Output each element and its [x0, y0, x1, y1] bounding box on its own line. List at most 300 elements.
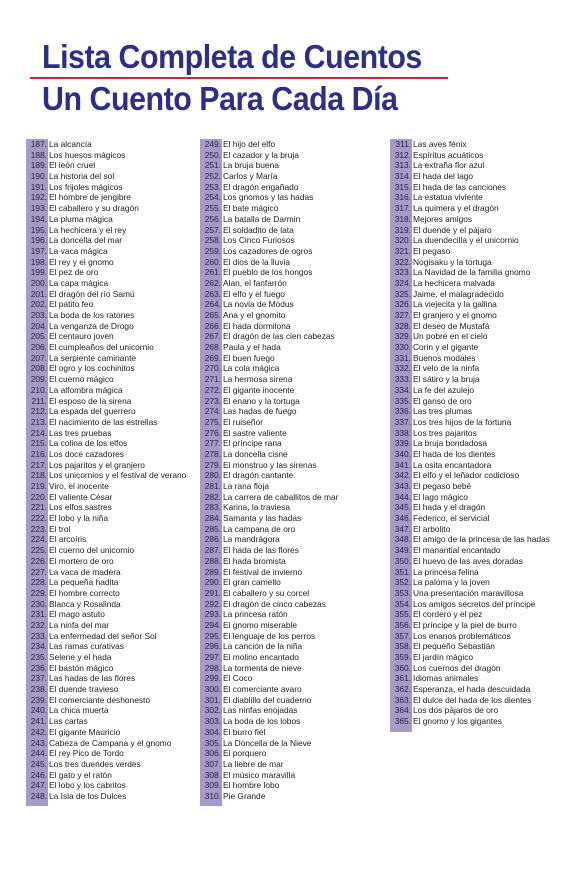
story-title: El mortero de oro [49, 555, 114, 566]
story-number: 330. [394, 342, 411, 353]
story-item [200, 246, 338, 257]
story-number: 243. [30, 737, 47, 748]
story-item [200, 374, 338, 385]
story-number: 273. [204, 395, 221, 406]
story-title: El lenguaje de los perros [223, 630, 316, 641]
story-item [26, 759, 186, 770]
story-title: La vaca mágica [49, 245, 108, 256]
story-number: 359. [394, 652, 411, 662]
story-title: Paula y el hada [223, 342, 281, 353]
story-number: 271. [204, 374, 221, 385]
story-title: La boda de los lobos [223, 716, 301, 727]
story-title: El pueblo de los hongos [223, 267, 313, 278]
story-title: La extraña flor azul [413, 160, 485, 171]
story-number: 332. [394, 363, 411, 374]
story-title: La alfombra mágica [49, 384, 123, 395]
story-number: 313. [394, 160, 411, 171]
story-item [200, 342, 338, 353]
story-number: 239. [30, 694, 47, 705]
story-number: 241. [30, 716, 47, 727]
story-item [26, 534, 186, 545]
story-number: 237. [30, 673, 47, 684]
story-item [26, 363, 186, 374]
story-number: 312. [394, 149, 411, 160]
story-item [200, 759, 338, 770]
story-title: El gnomo y los gigantes [413, 716, 502, 727]
story-number: 291. [204, 587, 221, 598]
story-title: Los tres pajaritos [413, 427, 477, 438]
story-number: 231. [30, 609, 47, 620]
story-number: 314. [394, 171, 411, 182]
story-item [200, 534, 338, 545]
story-title: Los Cinco Furiosos [223, 235, 295, 246]
story-number: 215. [30, 438, 47, 449]
story-title: El cumpleaños del unicornio [49, 342, 154, 353]
story-number: 267. [204, 331, 221, 342]
story-title: Las hadas de las flores [49, 673, 136, 684]
story-number: 305. [204, 737, 221, 748]
story-number: 230. [30, 598, 47, 609]
story-title: La paloma y la joven [413, 577, 490, 588]
story-number: 294. [204, 619, 221, 630]
story-number: 254. [204, 192, 221, 203]
story-item [390, 470, 550, 481]
story-title: El ruiseñor [223, 416, 264, 427]
story-title: La pluma mágica [49, 213, 113, 224]
story-item [390, 481, 550, 492]
story-item [200, 203, 338, 214]
story-number: 201. [30, 288, 47, 299]
story-item [200, 171, 338, 182]
story-item [200, 588, 338, 599]
story-title: La capa mágica [49, 277, 109, 288]
story-number: 292. [204, 598, 221, 609]
story-item [390, 310, 550, 321]
story-item [390, 545, 550, 556]
story-item [390, 374, 550, 385]
story-item [200, 192, 338, 203]
story-item [200, 524, 338, 535]
story-number: 244. [30, 748, 47, 759]
story-number: 251. [204, 160, 221, 171]
story-number: 269. [204, 352, 221, 363]
story-number: 355. [394, 609, 411, 620]
story-title: La rana floja [223, 481, 270, 491]
story-title: Las ramas curativas [49, 641, 124, 652]
story-number: 285. [204, 523, 221, 534]
story-column-2 [200, 139, 338, 802]
story-title: La campana de oro [223, 523, 296, 534]
story-item [26, 502, 186, 513]
story-title: Blanca y Rosalinda [49, 598, 121, 609]
story-item [26, 738, 186, 749]
story-title: El príncipe rana [223, 438, 282, 449]
story-item [390, 534, 550, 545]
story-title: El hombre correcto [49, 587, 120, 598]
story-title: La Navidad de la familia gnomo [413, 267, 531, 278]
story-number: 360. [394, 662, 411, 673]
story-item [200, 577, 338, 588]
story-title: Los cuernos del dragón [413, 662, 501, 673]
story-number: 236. [30, 662, 47, 673]
story-title: El buen fuego [223, 352, 275, 363]
story-item [200, 599, 338, 610]
story-title: Los enanos problemáticos [413, 630, 511, 641]
story-item [200, 738, 338, 749]
story-item [390, 641, 550, 652]
story-title: Selene y el hada [49, 652, 112, 662]
story-title: La carrera de caballitos de mar [223, 491, 339, 502]
story-number: 318. [394, 213, 411, 224]
story-number: 327. [394, 310, 411, 320]
story-title: La quimera y el dragón [413, 203, 499, 214]
story-item [26, 652, 186, 663]
story-item [390, 396, 550, 407]
story-number: 290. [204, 577, 221, 588]
story-number: 288. [204, 555, 221, 566]
story-title: El granjero y el gnomo [413, 310, 497, 320]
story-item [200, 235, 338, 246]
story-number: 339. [394, 438, 411, 449]
story-item [390, 716, 550, 727]
story-number: 358. [394, 641, 411, 652]
story-number: 250. [204, 149, 221, 160]
story-item [390, 695, 550, 706]
story-item [390, 492, 550, 503]
story-item [390, 684, 550, 695]
story-number: 198. [30, 256, 47, 267]
story-title: El pegaso bebé [413, 481, 472, 491]
story-item [26, 428, 186, 439]
story-title: La vaca de madera [49, 566, 121, 577]
story-number: 218. [30, 470, 47, 481]
story-number: 315. [394, 181, 411, 192]
story-item [200, 545, 338, 556]
story-number: 345. [394, 502, 411, 513]
story-number: 277. [204, 438, 221, 449]
story-item [390, 299, 550, 310]
story-number: 296. [204, 641, 221, 652]
story-number: 234. [30, 641, 47, 652]
story-item [200, 705, 338, 716]
story-number: 249. [204, 139, 221, 149]
story-title: La bruja bondadosa [413, 438, 488, 449]
story-number: 308. [204, 769, 221, 780]
story-item [26, 556, 186, 567]
story-item [390, 246, 550, 257]
story-item [390, 235, 550, 246]
story-item [200, 182, 338, 193]
story-item [26, 246, 186, 257]
story-item [26, 438, 186, 449]
story-item [390, 577, 550, 588]
story-title: El huevo de las aves doradas [413, 555, 523, 566]
story-number: 281. [204, 481, 221, 491]
story-title: El elfo y el fuego [223, 288, 285, 299]
story-title: Los tres duendes verdes [49, 758, 141, 769]
story-number: 350. [394, 555, 411, 566]
story-title: La canción de la niña [223, 641, 303, 652]
story-title: El monstruo y las sirenas [223, 459, 317, 470]
story-item [200, 492, 338, 503]
story-item [200, 460, 338, 471]
story-item [200, 727, 338, 738]
story-title: Los gnomos y las hadas [223, 192, 314, 203]
story-number: 326. [394, 299, 411, 310]
story-item [26, 780, 186, 791]
story-item [390, 406, 550, 417]
story-number: 349. [394, 545, 411, 556]
story-title: El caballero y su dragón [49, 203, 139, 214]
story-item [26, 770, 186, 781]
story-number: 357. [394, 630, 411, 641]
story-item [200, 770, 338, 781]
story-number: 317. [394, 203, 411, 214]
story-title: La Doncella de la Nieve [223, 737, 312, 748]
story-title: El manantial encantado [413, 545, 501, 556]
story-number: 348. [394, 534, 411, 545]
title-line-2: Un Cuento Para Cada Día [42, 80, 398, 117]
story-title: El dragón de cinco cabezas [223, 598, 326, 609]
story-number: 306. [204, 748, 221, 759]
story-item [26, 374, 186, 385]
story-item [200, 695, 338, 706]
story-item [200, 417, 338, 428]
story-item [26, 139, 186, 150]
story-title: La historia del sol [49, 171, 115, 182]
story-item [26, 631, 186, 642]
story-number: 192. [30, 192, 47, 203]
story-title: Las tres plumas [413, 406, 473, 417]
story-item [390, 502, 550, 513]
story-item [26, 310, 186, 321]
story-title: El porquero [223, 748, 267, 759]
story-title: El burro fiel [223, 726, 266, 737]
story-item [26, 289, 186, 300]
story-item [26, 481, 186, 492]
story-number: 252. [204, 171, 221, 182]
story-title: El pez de oro [49, 267, 99, 278]
story-title: El lobo y la niña [49, 513, 109, 524]
story-item [390, 225, 550, 236]
story-item [26, 171, 186, 182]
story-number: 187. [30, 139, 47, 149]
story-item [200, 310, 338, 321]
story-number: 242. [30, 726, 47, 737]
story-item [390, 150, 550, 161]
story-number: 211. [31, 395, 47, 406]
story-title: El comerciante avaro [223, 684, 302, 695]
story-item [390, 449, 550, 460]
story-number: 219. [30, 481, 47, 491]
story-title: La duendecilla y el unicornio [413, 235, 519, 246]
story-number: 320. [394, 235, 411, 246]
story-item [390, 567, 550, 578]
story-number: 264. [204, 299, 221, 310]
story-number: 328. [394, 320, 411, 331]
story-number: 203. [30, 310, 47, 320]
story-title: El cuerno del unicornio [49, 545, 135, 556]
story-item [200, 716, 338, 727]
story-item [200, 513, 338, 524]
story-title: El esposo de la sirena [49, 395, 132, 406]
story-item [200, 438, 338, 449]
story-title: El hada bromista [223, 555, 286, 566]
story-item [26, 278, 186, 289]
story-title: La doncella del mar [49, 235, 123, 246]
story-title: Un pobre en el cielo [413, 331, 488, 342]
story-number: 257. [204, 224, 221, 235]
story-number: 256. [204, 213, 221, 224]
story-number: 212. [30, 406, 47, 417]
story-number: 309. [204, 780, 221, 791]
story-number: 276. [204, 427, 221, 438]
story-title: El gigante inocente [223, 384, 295, 395]
story-number: 275. [204, 416, 221, 427]
story-item [200, 267, 338, 278]
story-item [26, 588, 186, 599]
story-number: 240. [30, 705, 47, 716]
story-title: La hechicera y el rey [49, 224, 127, 235]
story-number: 226. [30, 555, 47, 566]
story-title: La colina de los elfos [49, 438, 128, 449]
story-item [390, 673, 550, 684]
story-item [26, 182, 186, 193]
story-number: 337. [394, 416, 411, 427]
story-number: 263. [204, 288, 221, 299]
story-number: 307. [204, 758, 221, 769]
story-item [26, 599, 186, 610]
story-number: 228. [30, 577, 47, 588]
story-list [26, 139, 566, 839]
story-title: Las cartas [49, 716, 88, 727]
story-item [26, 342, 186, 353]
story-title: El molino encantado [223, 652, 299, 662]
story-title: El lago mágico [413, 491, 468, 502]
story-title: El hombre lobo [223, 780, 280, 791]
story-title: Los unicornios y el festival de verano [49, 470, 187, 481]
story-number: 207. [30, 352, 47, 363]
story-number: 191. [30, 181, 47, 192]
story-item [390, 652, 550, 663]
story-item [200, 470, 338, 481]
story-title: El hada de los dientes [413, 448, 496, 459]
story-number: 259. [204, 245, 221, 256]
story-number: 354. [394, 598, 411, 609]
story-title: El músico maravilla [223, 769, 296, 780]
story-number: 347. [394, 523, 411, 534]
story-item [390, 267, 550, 278]
story-item [26, 192, 186, 203]
story-item [200, 780, 338, 791]
story-number: 274. [204, 406, 221, 417]
story-number: 279. [204, 459, 221, 470]
story-number: 363. [394, 694, 411, 705]
story-number: 351. [394, 566, 411, 577]
story-item [390, 663, 550, 674]
story-title: El mago astuto [49, 609, 105, 620]
story-number: 233. [30, 630, 47, 641]
title-divider [30, 77, 448, 79]
story-title: El deseo de Mustafá [413, 320, 490, 331]
story-title: El arcoíris [49, 534, 87, 545]
story-item [200, 331, 338, 342]
story-title: Los dos pájaros de oro [413, 705, 499, 716]
story-number: 253. [204, 181, 221, 192]
story-title: Nogisaku y la tortuga [413, 256, 492, 267]
story-title: El dios de la lluvia [223, 256, 291, 267]
story-item [200, 684, 338, 695]
story-title: El dragón engañado [223, 181, 299, 192]
story-title: La enfermedad del señor Sol [49, 630, 157, 641]
story-number: 224. [30, 534, 47, 545]
story-item [26, 203, 186, 214]
story-number: 311. [395, 139, 411, 149]
story-item [390, 331, 550, 342]
story-title: El nacimiento de las estrellas [49, 416, 158, 427]
story-title: Federico, el servicial [413, 513, 490, 524]
story-item [26, 695, 186, 706]
story-title: El centauro joven [49, 331, 114, 342]
story-number: 297. [204, 652, 221, 662]
story-title: El duende y el pájaro [413, 224, 492, 235]
story-number: 343. [394, 481, 411, 491]
story-item [390, 620, 550, 631]
story-number: 206. [30, 342, 47, 353]
story-title: Idiomas animales [413, 673, 479, 684]
story-number: 342. [394, 470, 411, 481]
story-item [200, 363, 338, 374]
story-title: Viro, el inocente [49, 481, 109, 491]
story-number: 220. [30, 491, 47, 502]
story-item [200, 502, 338, 513]
story-title: El hada y el dragón [413, 502, 486, 513]
story-number: 334. [394, 384, 411, 395]
story-item [390, 289, 550, 300]
story-item [200, 652, 338, 663]
story-number: 245. [30, 758, 47, 769]
story-item [200, 449, 338, 460]
story-title: La novia de Modus [223, 299, 294, 310]
story-number: 282. [204, 491, 221, 502]
story-number: 232. [30, 619, 47, 630]
story-item [200, 139, 338, 150]
story-item [390, 363, 550, 374]
story-title: Las hadas de fuego [223, 406, 297, 417]
story-title: El gran camello [223, 577, 281, 588]
story-item [390, 160, 550, 171]
story-item [200, 257, 338, 268]
story-title: Los tres hijos de la fortuna [413, 416, 512, 427]
story-item [200, 278, 338, 289]
story-item [200, 631, 338, 642]
story-title: El cazador y la bruja [223, 149, 299, 160]
story-item [390, 556, 550, 567]
story-number: 300. [204, 684, 221, 695]
story-title: El dragón de las cien cabezas [223, 331, 335, 342]
story-title: La espada del guerrero [49, 406, 136, 417]
story-item [390, 460, 550, 471]
story-item [26, 160, 186, 171]
story-title: La Isla de los Dulces [49, 790, 127, 801]
story-item [26, 524, 186, 535]
story-title: Mejores amigos [413, 213, 473, 224]
story-item [26, 620, 186, 631]
story-number: 217. [30, 459, 47, 470]
story-title: El dragón cantante [223, 470, 294, 481]
story-number: 362. [394, 684, 411, 695]
story-number: 202. [30, 299, 47, 310]
